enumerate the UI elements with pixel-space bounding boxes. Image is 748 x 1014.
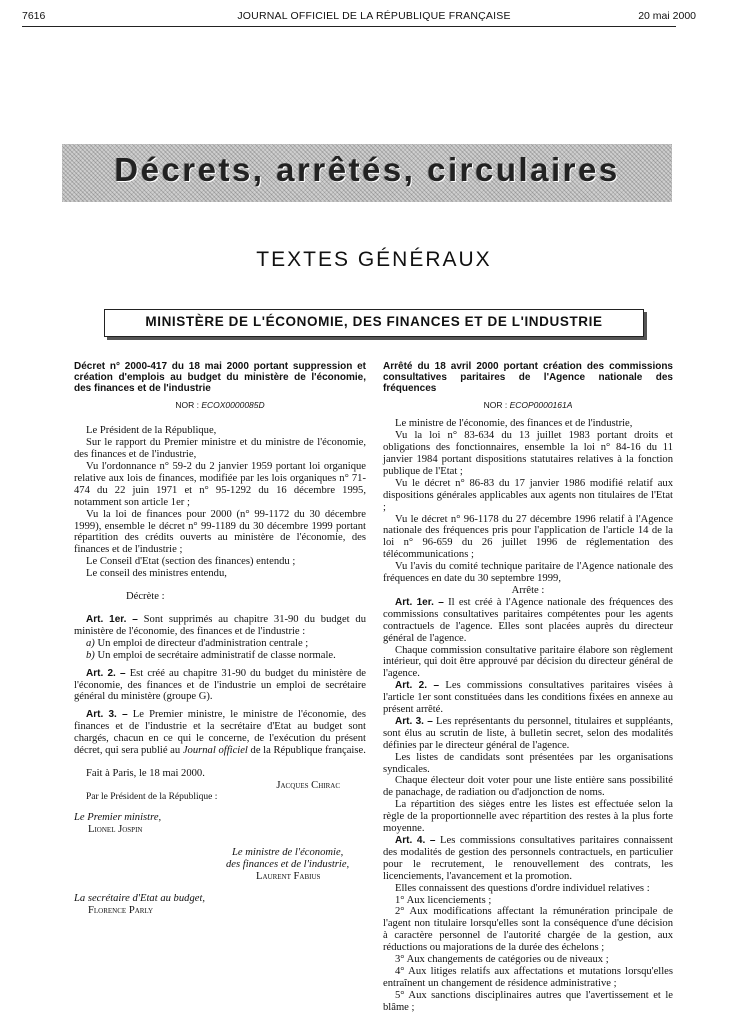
article-text: Les représentants du personnel, titulaires et suppléants, sont élus au scrutin de liste, à bulletin secret, selon des modalités définies par le directeur général de l'agence. [383,715,673,751]
minister-name: Laurent Fabius [256,871,321,883]
list-item: 5° Aux sanctions disciplinaires autres que l'avertissement et le blâme ; [383,989,673,1013]
article-text: Sont supprimés au chapitre 31-90 du budget du ministère de l'économie, des finances et de l'industrie : [74,613,366,637]
ministry-title: MINISTÈRE DE L'ÉCONOMIE, DES FINANCES ET DE L'INDUSTRIE [145,314,603,329]
article-label: Art. 2. – [395,680,440,692]
paragraph: Vu la loi de finances pour 2000 (n° 99-1172 du 30 décembre 1999), ensemble le décret n° 99-1189 du 30 décembre 1999 portant répartition des crédits ouverts au ministère de l'économie, des finances et de l'industrie ; [74,508,366,556]
pm-name: Lionel Jospin [88,823,143,835]
paragraph: Vu l'avis du comité technique paritaire de l'Agence nationale des fréquences en date du 30 septembre 1999, [383,561,673,585]
pm-title [74,812,366,824]
article-3 [383,716,673,752]
fait-line: Fait à Paris, le 18 mai 2000. [86,767,205,779]
article-text: Est créé au chapitre 31-90 du budget du ministère de l'économie, des finances et de l'industrie un emploi de secrétaire général du ministère (groupe G). [74,667,366,703]
nor-label: NOR : [483,400,508,411]
journal-title: JOURNAL OFFICIEL DE LA RÉPUBLIQUE FRANÇAISE [237,10,511,22]
section-title: TEXTES GÉNÉRAUX [256,248,492,271]
ministry-box [104,309,644,337]
paragraph: Le Président de la République, [86,425,217,437]
article-text: Les commissions consultatives paritaires visées à l'article 1er sont constituées dans les conditions fixées en annexe au présent arrêté. [383,680,673,716]
item-text: Un emploi de secrétaire administratif de classe normale. [97,649,336,661]
article-label: Art. 1er. – [86,613,138,625]
article-3 [74,709,366,757]
arrete-label: Arrête : [511,584,545,596]
article-text: Les commissions consultatives paritaires connaissent des modalités de gestion des personnels contractuels, en particulier pour le recrutement, le renouvellement des contrats, les licenciements, l'avancement et la promotion. [383,835,673,882]
nor-reference [383,400,673,412]
paragraph: Sur le rapport du Premier ministre et du ministre de l'économie, des finances et de l'industrie, [74,437,366,461]
minister-title-1 [74,847,366,859]
secretary-title [74,893,366,905]
paragraph: La répartition des sièges entre les listes est effectuée selon la règle de la proportionnelle avec répartition des restes à la plus forte moyenne. [383,799,673,835]
secretary-name: Florence Parly [88,905,154,917]
article-2 [74,668,366,704]
article-label: Art. 3. – [86,709,128,721]
article-text: Le Premier ministre, le ministre de l'économie, des finances et de l'industrie et la secrétaire d'Etat au budget sont chargés, chacun en ce qui le concerne, de l'exécution du présent décret, qui sera publié au [74,709,366,757]
banner-title: Décrets, arrêtés, circulaires [114,151,620,188]
paragraph: Les listes de candidats sont présentées par les organisations syndicales. [383,751,673,775]
nor-code: ECOP0000161A [509,400,573,411]
issue-date: 20 mai 2000 [638,10,696,22]
paragraph: Le ministre de l'économie, des finances et de l'industrie, [395,418,633,430]
paragraph: Vu la loi n° 83-634 du 13 juillet 1983 portant droits et obligations des fonctionnaires, ensemble la loi n° 84-16 du 11 janvier 1984 portant dispositions statutaires relatives à la fonction publique de l'Etat ; [383,430,673,477]
signature-title: Le Premier ministre, [74,811,162,823]
article-text: Il est créé à l'Agence nationale des fréquences des commissions consultatives paritaires compétentes pour les agents contractuels de l'agence. Elles sont placées auprès du directeur général de l'agence. [383,596,673,644]
article-label: Art. 1er. – [395,596,444,608]
article-1-item-a [74,638,366,650]
left-column [74,362,366,917]
paragraph: Vu l'ordonnance n° 59-2 du 2 janvier 1959 portant loi organique relative aux lois de finances, modifiée par les lois organiques n° 71-474 du 22 juin 1971 et n° 95-1292 du 16 décembre 1995, notamment son article 1er ; [74,461,366,508]
article-label: Art. 4. – [395,835,436,847]
article-text: de la République française. [250,745,366,757]
paragraph: Vu le décret n° 86-83 du 17 janvier 1986 modifié relatif aux dispositions générales applicables aux agents non titulaires de l'Etat ; [383,477,673,513]
article-4 [383,835,673,883]
paragraph: Chaque électeur doit voter pour une liste entière sans possibilité de panachage, de radiation ou d'adjonction de noms. [383,775,673,799]
right-column [383,362,673,1014]
signer-president: Jacques Chirac [276,779,340,791]
list-item: 4° Aux litiges relatifs aux affectations et mutations lorsqu'elles entraînent un changement de résidence administrative ; [383,965,673,989]
nor-code: ECOX0000085D [201,400,265,411]
item-label: b) [86,649,95,661]
paragraph: Elles connaissent des questions d'ordre individuel relatives : [395,882,650,894]
article-1-item-b [74,650,366,662]
item-text: Un emploi de directeur d'administration centrale ; [97,637,309,649]
article-1 [74,614,366,638]
article-label: Art. 2. – [86,667,126,679]
signature-title: Le ministre de l'économie, [232,847,344,859]
page-header [0,10,748,26]
list-item: 1° Aux licenciements ; [395,894,492,906]
signature-title: des finances et de l'industrie, [226,859,350,871]
item-label: a) [86,637,95,649]
list-item: 2° Aux modifications affectant la rémunération principale de l'agent non titulaire lorsqu'elles sont la conséquence d'une décision à caractère personnel de l'autorité chargée de la gestion, aux réductions ou majorations de la durée des échelons ; [383,906,673,954]
page-number: 7616 [22,10,46,22]
signature-title: La secrétaire d'Etat au budget, [74,893,206,905]
paragraph: Vu le décret n° 96-1178 du 27 décembre 1996 relatif à l'Agence nationale des fréquences pris pour l'application de l'article 14 de la loi n° 96-659 du 26 juillet 1996 de réglementation des télécommunications ; [383,513,673,561]
decree-title: Décret n° 2000-417 du 18 mai 2000 portant suppression et création d'emplois au budget du ministère de l'économie, des finances et de l'industrie [74,361,366,394]
par-le-president: Par le Président de la République : [86,791,218,802]
minister-title-2 [74,859,366,871]
list-item: 3° Aux changements de catégories ou de niveaux ; [395,954,609,966]
article-label: Art. 3. – [395,715,433,727]
arrete-title: Arrêté du 18 avril 2000 portant création des commissions consultatives paritaires de l'Agence nationale des fréquences [383,361,673,394]
header-rule [22,26,676,27]
journal-reference: Journal officiel [182,745,248,757]
paragraph: Le Conseil d'Etat (section des finances) entendu ; [86,556,296,568]
nor-reference [74,400,366,412]
article-1 [383,597,673,645]
decrete-label: Décrète : [126,591,165,603]
article-2 [383,680,673,716]
paragraph: Le conseil des ministres entendu, [86,568,227,580]
paragraph: Chaque commission consultative paritaire élabore son règlement intérieur, qui doit être approuvé par décision du directeur général de l'agence. [383,644,673,680]
nor-label: NOR : [175,400,199,411]
section-banner [62,144,672,202]
